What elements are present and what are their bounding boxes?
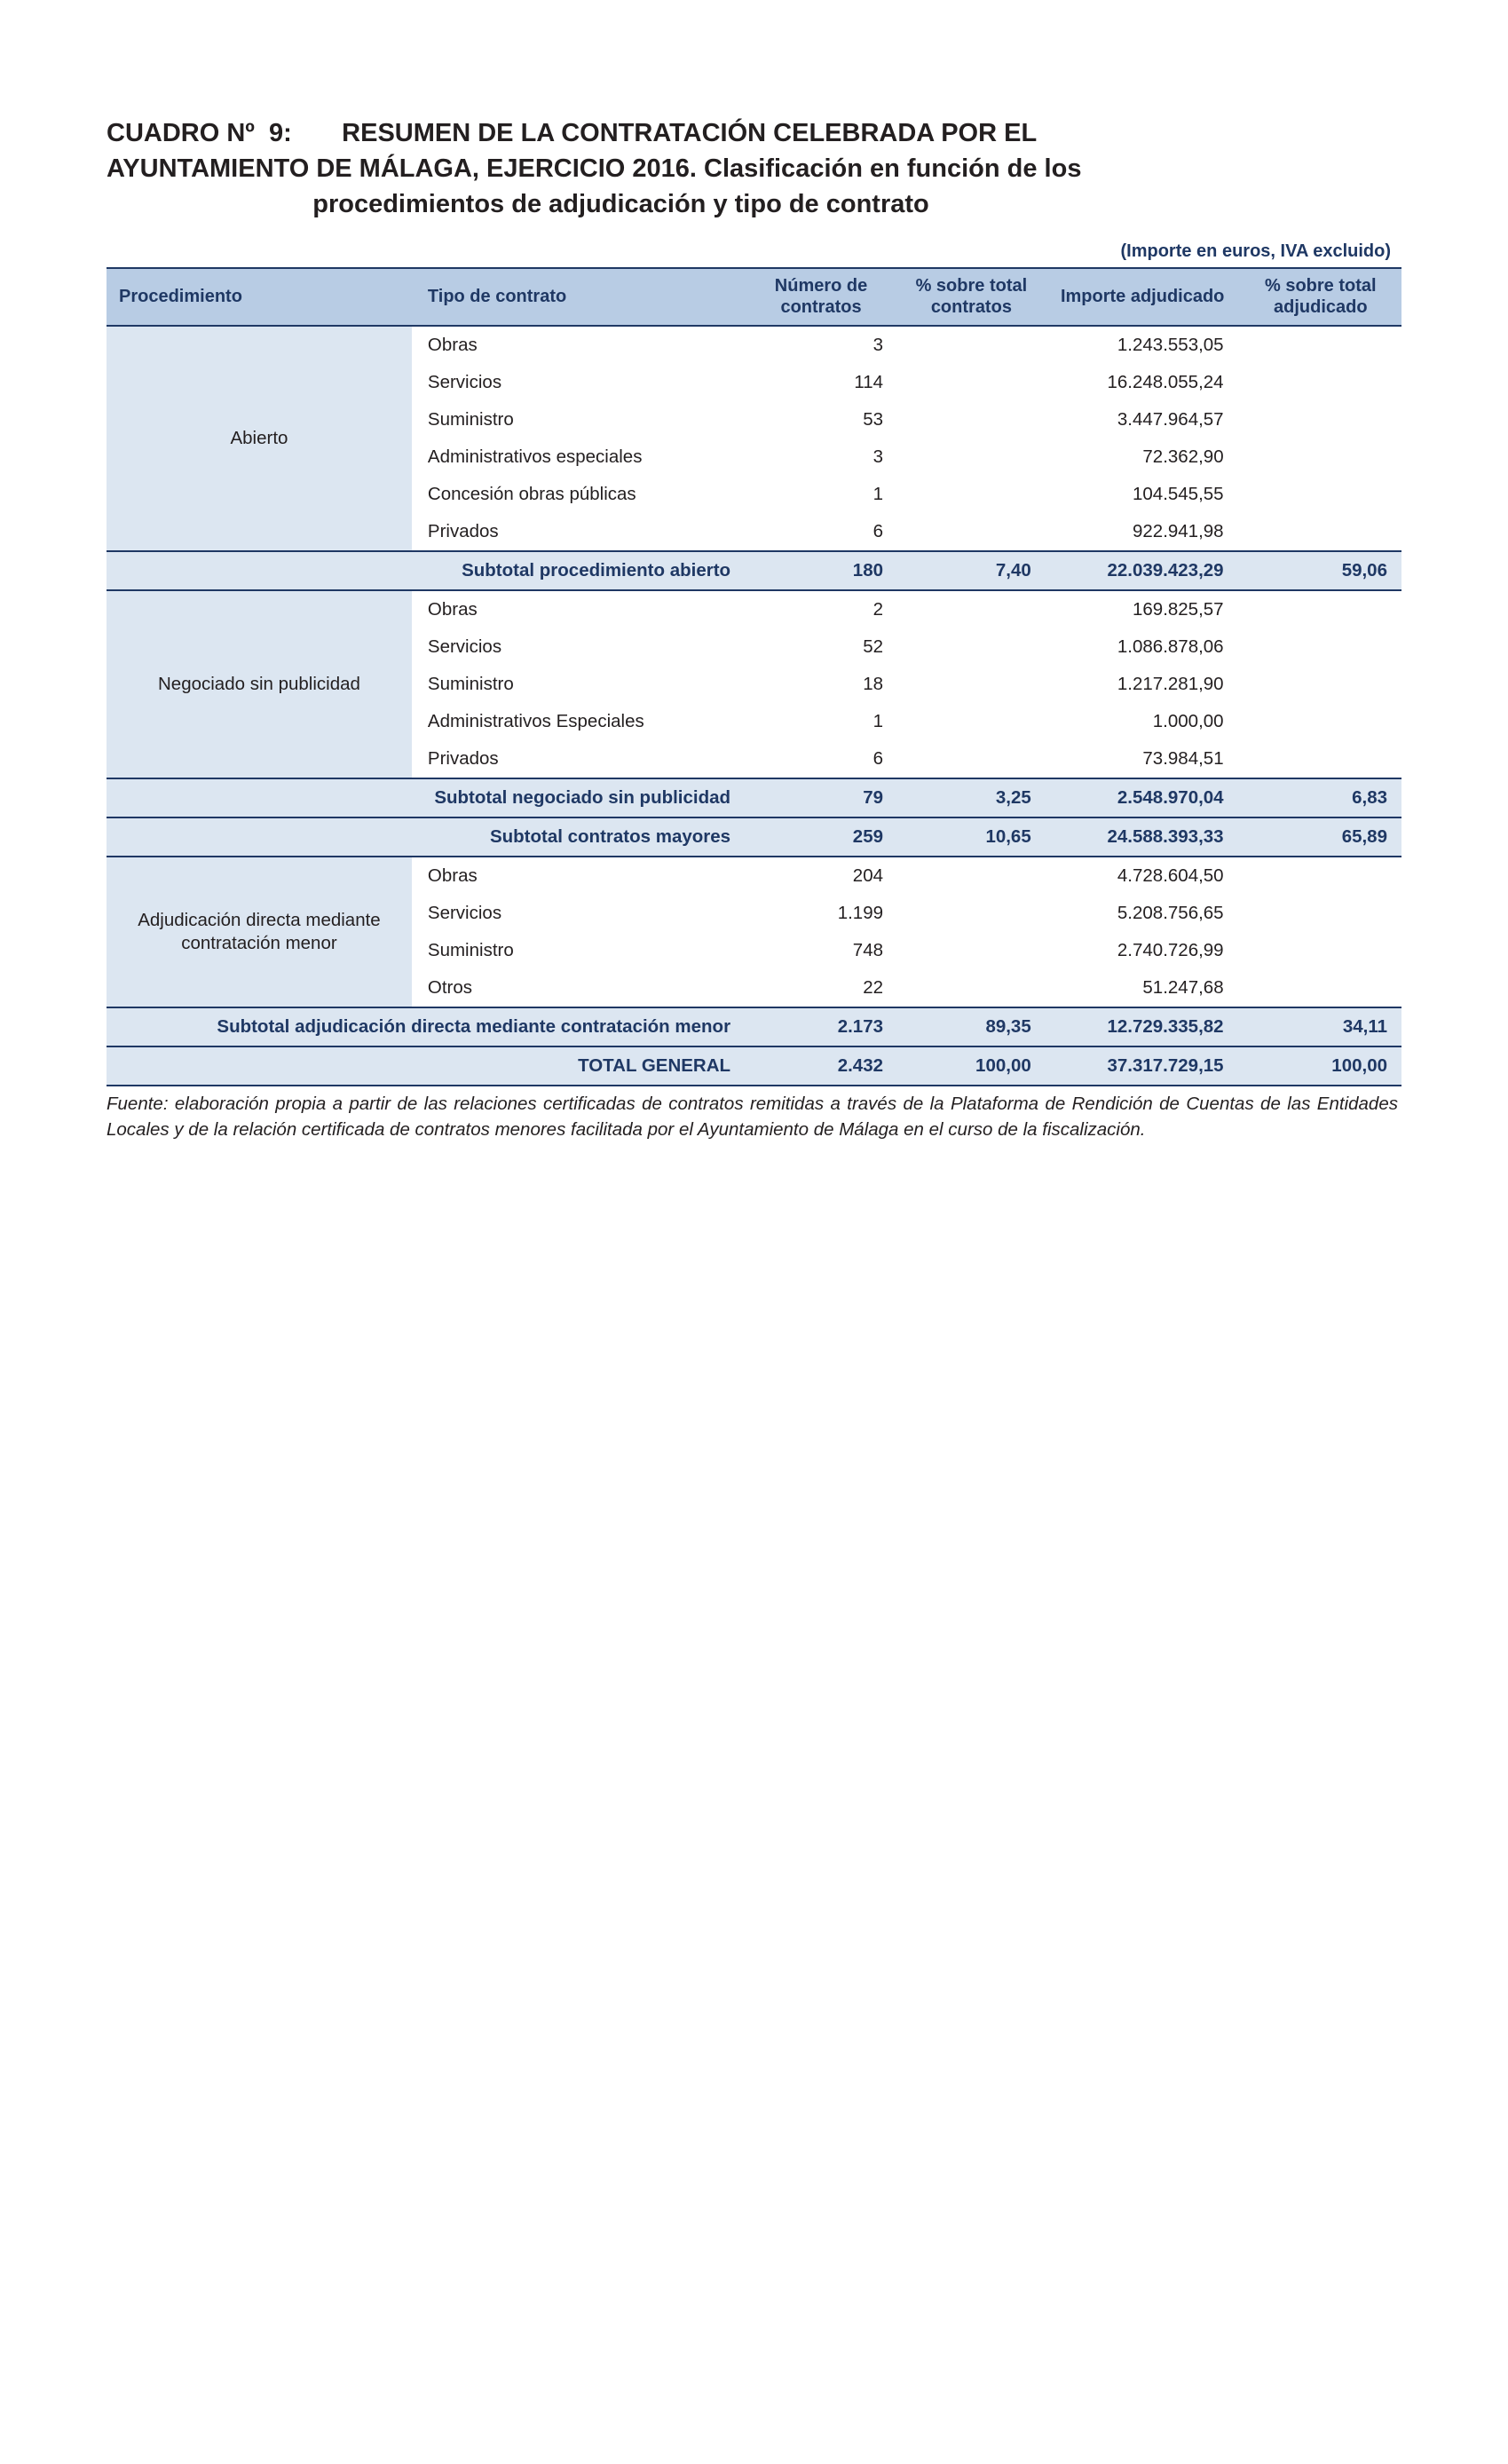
cell-importe: 5.208.756,65 — [1117, 903, 1224, 924]
cell-importe: 16.248.055,24 — [1107, 372, 1224, 393]
header-pct-total-adjudicado: % sobre total adjudicado — [1240, 268, 1401, 326]
cell-pct-contratos — [897, 438, 1046, 476]
cell-pct-importe — [1240, 438, 1401, 476]
cell-pct-importe — [1240, 513, 1401, 551]
table-header — [107, 268, 1401, 326]
group-label-negociado: Negociado sin publicidad — [107, 590, 412, 778]
cell-pct-contratos — [897, 969, 1046, 1007]
total-pct-importe: 100,00 — [1240, 1046, 1401, 1086]
cell-tipo: Servicios — [427, 903, 502, 924]
subtotal-pct-importe: 59,06 — [1240, 551, 1401, 590]
table-row — [107, 326, 1401, 364]
total-label: TOTAL GENERAL — [107, 1046, 745, 1086]
total-pct-contratos: 100,00 — [897, 1046, 1046, 1086]
cell-pct-importe — [1240, 969, 1401, 1007]
header-procedimiento: Procedimiento — [107, 268, 412, 326]
cell-tipo: Obras — [427, 599, 478, 620]
total-row — [107, 1046, 1401, 1086]
cell-importe: 1.086.878,06 — [1117, 636, 1224, 658]
title-line-1: CUADRO Nº 9: RESUMEN DE LA CONTRATACIÓN CELEBRADA POR EL — [107, 119, 1038, 147]
subtotal-pct-importe: 65,89 — [1240, 817, 1401, 857]
units-note: (Importe en euros, IVA excluido) — [1120, 241, 1391, 262]
cell-pct-contratos — [897, 895, 1046, 932]
cell-numero: 114 — [854, 372, 884, 393]
header-pct-total-contratos: % sobre total contratos — [897, 268, 1046, 326]
cell-tipo: Privados — [427, 748, 499, 770]
cell-pct-importe — [1240, 326, 1401, 364]
cell-pct-contratos — [897, 932, 1046, 969]
cell-numero: 53 — [863, 409, 884, 430]
cell-tipo: Suministro — [427, 409, 514, 430]
cell-tipo: Suministro — [427, 940, 514, 961]
cell-pct-contratos — [897, 401, 1046, 438]
cell-pct-importe — [1240, 703, 1401, 740]
cell-numero: 6 — [872, 748, 884, 770]
total-numero: 2.432 — [745, 1046, 897, 1086]
cell-pct-contratos — [897, 364, 1046, 401]
cell-numero: 52 — [863, 636, 884, 658]
header-importe-adjudicado: Importe adjudicado — [1046, 268, 1240, 326]
cell-pct-importe — [1240, 740, 1401, 778]
subtotal-pct-contratos: 3,25 — [897, 778, 1046, 817]
subtotal-numero: 180 — [745, 551, 897, 590]
subtotal-label: Subtotal adjudicación directa mediante contratación menor — [107, 1007, 745, 1046]
cell-pct-importe — [1240, 364, 1401, 401]
group-label-contratacion-menor: Adjudicación directa mediante contratación menor — [107, 857, 412, 1007]
cell-importe: 2.740.726,99 — [1117, 940, 1224, 961]
cell-tipo: Servicios — [427, 372, 502, 393]
cell-tipo: Concesión obras públicas — [427, 484, 636, 505]
subtotal-pct-importe: 6,83 — [1240, 778, 1401, 817]
cell-pct-importe — [1240, 590, 1401, 628]
subtotal-label: Subtotal negociado sin publicidad — [107, 778, 745, 817]
cell-pct-importe — [1240, 895, 1401, 932]
table-row — [107, 857, 1401, 895]
cell-importe: 1.243.553,05 — [1117, 335, 1224, 356]
subtotal-row-abierto — [107, 551, 1401, 590]
cell-importe: 72.362,90 — [1142, 446, 1224, 468]
cell-tipo: Obras — [427, 865, 478, 887]
source-note: Fuente: elaboración propia a partir de las relaciones certificadas de contratos remitidas a través de la Plataforma de Rendición de Cuentas de las Entidades Locales y de la relación certificada de contratos menores facilitada por el Ayuntamiento de Málaga en el curso de la fiscalización. — [107, 1094, 1398, 1140]
cell-pct-contratos — [897, 590, 1046, 628]
subtotal-row-negociado — [107, 778, 1401, 817]
cell-pct-contratos — [897, 703, 1046, 740]
cell-pct-contratos — [897, 476, 1046, 513]
subtotal-pct-importe: 34,11 — [1240, 1007, 1401, 1046]
cell-numero: 2 — [872, 599, 884, 620]
total-importe: 37.317.729,15 — [1046, 1046, 1240, 1086]
subtotal-importe: 2.548.970,04 — [1046, 778, 1240, 817]
cell-importe: 51.247,68 — [1142, 977, 1224, 999]
cell-tipo: Otros — [427, 977, 473, 999]
subtotal-label: Subtotal contratos mayores — [107, 817, 745, 857]
group-label-abierto: Abierto — [107, 326, 412, 551]
subtotal-numero: 259 — [745, 817, 897, 857]
subtotal-importe: 12.729.335,82 — [1046, 1007, 1240, 1046]
cell-importe: 1.000,00 — [1152, 711, 1224, 732]
table-title — [107, 115, 1401, 222]
cell-numero: 18 — [863, 674, 884, 695]
cell-numero: 748 — [852, 940, 884, 961]
cell-tipo: Servicios — [427, 636, 502, 658]
subtotal-importe: 22.039.423,29 — [1046, 551, 1240, 590]
cell-numero: 6 — [872, 521, 884, 542]
subtotal-numero: 2.173 — [745, 1007, 897, 1046]
subtotal-pct-contratos: 7,40 — [897, 551, 1046, 590]
cell-pct-contratos — [897, 628, 1046, 666]
table-body — [107, 326, 1401, 1086]
subtotal-row-contratos-mayores — [107, 817, 1401, 857]
header-tipo-contrato: Tipo de contrato — [412, 268, 745, 326]
table-row — [107, 590, 1401, 628]
subtotal-pct-contratos: 10,65 — [897, 817, 1046, 857]
cell-pct-importe — [1240, 628, 1401, 666]
cell-tipo: Administrativos especiales — [427, 446, 643, 468]
cell-pct-importe — [1240, 476, 1401, 513]
header-numero-contratos: Número de contratos — [745, 268, 897, 326]
title-line-3: procedimientos de adjudicación y tipo de contrato — [312, 190, 929, 219]
cell-importe: 169.825,57 — [1132, 599, 1224, 620]
cell-numero: 204 — [852, 865, 884, 887]
cell-numero: 1 — [872, 484, 884, 505]
subtotal-label: Subtotal procedimiento abierto — [107, 551, 745, 590]
cell-importe: 104.545,55 — [1132, 484, 1224, 505]
cell-pct-contratos — [897, 857, 1046, 895]
cell-pct-contratos — [897, 326, 1046, 364]
cell-numero: 22 — [863, 977, 884, 999]
cell-numero: 3 — [872, 335, 884, 356]
cell-tipo: Suministro — [427, 674, 514, 695]
subtotal-importe: 24.588.393,33 — [1046, 817, 1240, 857]
cell-importe: 1.217.281,90 — [1117, 674, 1224, 695]
subtotal-row-contratacion-menor — [107, 1007, 1401, 1046]
cell-importe: 73.984,51 — [1142, 748, 1224, 770]
cell-pct-importe — [1240, 857, 1401, 895]
cell-pct-contratos — [897, 740, 1046, 778]
cell-numero: 1.199 — [837, 903, 884, 924]
cell-tipo: Administrativos Especiales — [427, 711, 644, 732]
subtotal-numero: 79 — [745, 778, 897, 817]
cell-numero: 3 — [872, 446, 884, 468]
cell-tipo: Obras — [427, 335, 478, 356]
title-line-2: AYUNTAMIENTO DE MÁLAGA, EJERCICIO 2016. Clasificación en función de los — [107, 154, 1082, 184]
subtotal-pct-contratos: 89,35 — [897, 1007, 1046, 1046]
cell-tipo: Privados — [427, 521, 499, 542]
cell-pct-importe — [1240, 932, 1401, 969]
cell-importe: 3.447.964,57 — [1117, 409, 1224, 430]
cell-importe: 4.728.604,50 — [1117, 865, 1224, 887]
cell-pct-contratos — [897, 666, 1046, 703]
cell-importe: 922.941,98 — [1132, 521, 1224, 542]
cell-pct-importe — [1240, 666, 1401, 703]
cell-pct-contratos — [897, 513, 1046, 551]
cell-numero: 1 — [872, 711, 884, 732]
contracting-summary-table — [107, 267, 1401, 1086]
cell-pct-importe — [1240, 401, 1401, 438]
